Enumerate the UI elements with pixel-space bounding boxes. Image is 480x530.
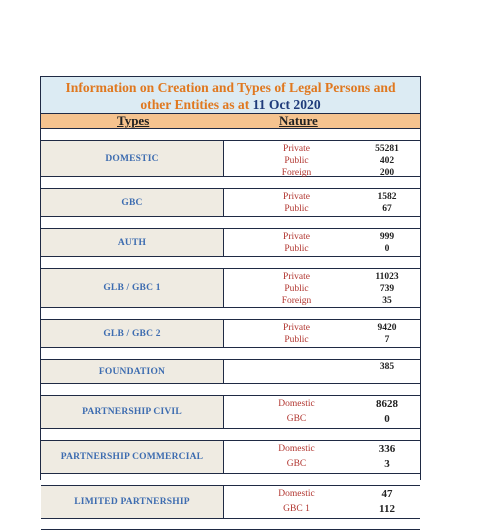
nature-label: Public (284, 335, 309, 345)
header-nature: Nature (279, 113, 318, 128)
entity-type: GLB / GBC 1 (41, 269, 224, 307)
table-row (41, 189, 420, 217)
count-value: 11023 (375, 272, 399, 282)
count-value: 55281 (375, 144, 399, 154)
row-spacer (41, 217, 420, 229)
table-row (41, 396, 420, 429)
count-value: 9420 (377, 323, 397, 333)
nature-label: Private (283, 272, 310, 282)
nature-label: Foreign (281, 168, 312, 178)
count-value: 47 (381, 488, 393, 500)
table-row (41, 441, 420, 474)
nature-label: Public (284, 156, 309, 166)
count-value: 7 (384, 335, 390, 345)
count-value: 385 (379, 362, 395, 372)
entity-type: LIMITED PARTNERSHIP (41, 486, 224, 518)
table-row (41, 320, 420, 348)
row-spacer (41, 519, 420, 530)
nature-label: Public (284, 244, 309, 254)
count-value: 0 (384, 413, 390, 425)
count-value: 200 (379, 168, 395, 178)
nature-label: Private (283, 144, 310, 154)
nature-label: GBC (286, 414, 307, 424)
entity-type: GLB / GBC 2 (41, 320, 224, 347)
header-types: Types (117, 113, 150, 128)
nature-label: Private (283, 232, 310, 242)
count-value: 1582 (377, 192, 397, 202)
table-row (41, 141, 420, 177)
nature-label: Domestic (278, 489, 315, 499)
table-title (41, 77, 420, 114)
nature-label: Private (283, 323, 310, 333)
row-spacer (41, 348, 420, 360)
column-header-row (41, 114, 420, 129)
count-value: 999 (379, 232, 395, 242)
entity-type: PARTNERSHIP CIVIL (41, 396, 224, 428)
count-value: 336 (378, 443, 396, 455)
row-spacer (41, 384, 420, 396)
nature-label: GBC 1 (283, 504, 310, 514)
table-body (41, 129, 420, 530)
title-date: 11 Oct 2020 (252, 97, 321, 112)
entity-type: PARTNERSHIP COMMERCIAL (41, 441, 224, 473)
row-spacer (41, 177, 420, 189)
table-row (41, 229, 420, 257)
count-value: 35 (382, 296, 392, 306)
entity-type: GBC (41, 189, 224, 216)
nature-label: Public (284, 204, 309, 214)
count-value: 112 (379, 503, 395, 515)
table-row (41, 269, 420, 308)
entity-type: DOMESTIC (41, 141, 224, 176)
nature-label: Public (284, 284, 309, 294)
title-line-2 (41, 96, 420, 113)
row-spacer (41, 429, 420, 441)
entity-type: AUTH (41, 229, 224, 256)
table-row (41, 360, 420, 384)
count-value: 0 (384, 244, 390, 254)
count-value: 3 (384, 458, 390, 470)
row-spacer (41, 129, 420, 141)
nature-label: Foreign (281, 296, 312, 306)
title-line-1: Information on Creation and Types of Legal Persons and (65, 80, 396, 95)
nature-label: Domestic (278, 399, 315, 409)
entity-type: FOUNDATION (41, 360, 224, 383)
nature-label: GBC (286, 459, 307, 469)
table-row (41, 486, 420, 519)
count-value: 67 (382, 204, 392, 214)
row-spacer (41, 308, 420, 320)
count-value: 739 (379, 284, 395, 294)
count-value: 8628 (376, 398, 398, 410)
row-spacer (41, 474, 420, 486)
nature-label: Private (283, 192, 310, 202)
title-line-2-text: other Entities as at (140, 97, 253, 112)
legal-persons-table (40, 76, 421, 515)
row-spacer (41, 257, 420, 269)
count-value: 402 (379, 156, 395, 166)
nature-label: Domestic (278, 444, 315, 454)
